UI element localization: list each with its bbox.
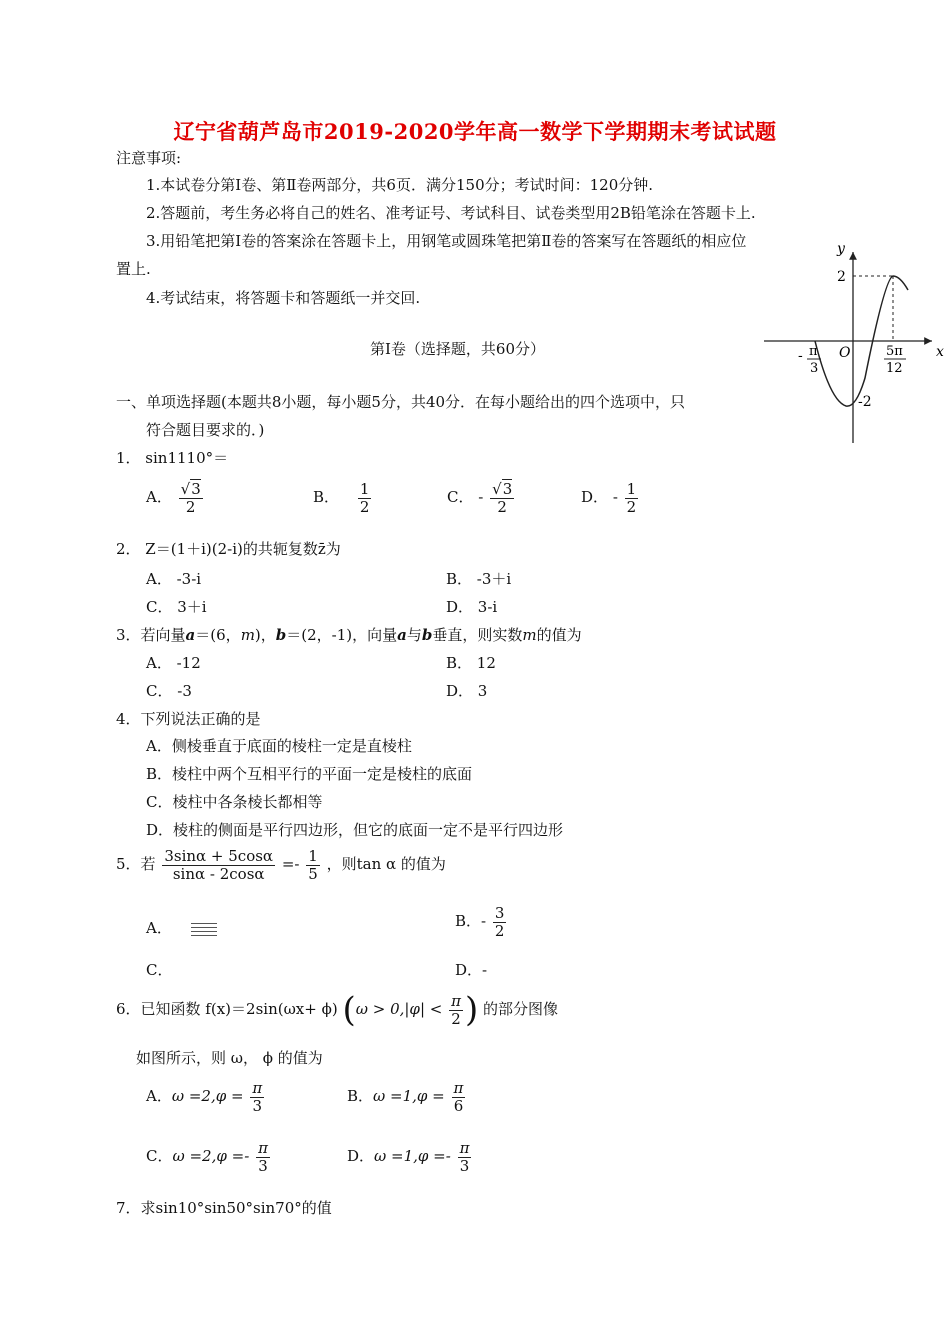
- q6-a-frac: $\frac{\pi}{3}$: [252, 1079, 263, 1115]
- q6-option-b: B．ω =1,φ = $\frac{\pi}{6}$: [347, 1079, 464, 1115]
- q1-option-a: A． $\frac{√3}{2}$: [146, 480, 201, 516]
- q1-c-frac: $\frac{√3}{2}$: [492, 480, 513, 516]
- q1-stem: 1． sin1110°＝: [116, 449, 229, 467]
- q7-stem: 7．求sin10°sin50°sin70°的值: [116, 1199, 332, 1217]
- notice-item-3: 3.用铅笔把第Ⅰ卷的答案涂在答题卡上，用钢笔或圆珠笔把第Ⅱ卷的答案写在答题纸的相应位: [146, 232, 747, 250]
- q6-stem-cont: 如图所示，则 ω， ϕ 的值为: [136, 1049, 323, 1067]
- q5-main-frac: $\frac{3\sin\alpha + 5\cos\alpha}{\sin\alpha - 2\cos\alpha}$: [164, 847, 274, 883]
- q3-option-d: D． 3: [446, 682, 488, 700]
- x-axis-label: x: [936, 344, 944, 360]
- q1-option-d: D． - $\frac{1}{2}$: [581, 480, 637, 516]
- q1-a-frac: $\frac{√3}{2}$: [180, 480, 201, 516]
- left-tick-den: 3: [810, 361, 819, 376]
- q6-d-frac: $\frac{\pi}{3}$: [459, 1139, 470, 1175]
- q5-option-a: A．: [146, 917, 217, 938]
- part1-title: 第Ⅰ卷（选择题，共60分）: [370, 340, 546, 358]
- q6-option-d: D．ω =1,φ =- $\frac{\pi}{3}$: [347, 1139, 470, 1175]
- q3-stem: 3．若向量a＝(6，m)，b＝(2，-1)，向量a与b垂直，则实数m的值为: [116, 626, 582, 644]
- q2-option-a: A． -3-i: [146, 570, 202, 588]
- q1-b-frac: $\frac{1}{2}$: [359, 480, 370, 516]
- left-tick-num: π: [809, 344, 818, 359]
- q4-stem: 4．下列说法正确的是: [116, 710, 261, 728]
- q2-stem: 2． Z＝(1＋i)(2-i)的共轭复数z̄为: [116, 540, 341, 558]
- y-max-label: 2: [837, 269, 846, 285]
- q6-stem: 6．已知函数 f(x)＝2sin(ωx+ ϕ) (ω > 0,|φ| < $\frac{\pi}{2}$ ) 的部分图像: [116, 990, 559, 1030]
- q1-option-b: B． $\frac{1}{2}$: [313, 480, 370, 516]
- q5-a-garbled-image: [191, 922, 217, 936]
- q4-option-d: D．棱柱的侧面是平行四边形，但它的底面一定不是平行四边形: [146, 821, 564, 839]
- q2-option-d: D． 3-i: [446, 598, 498, 616]
- q1-option-c: C． - $\frac{√3}{2}$: [447, 480, 513, 516]
- q2-option-c: C． 3＋i: [146, 598, 207, 616]
- page-title: 辽宁省葫芦岛市2019-2020学年高一数学下学期期末考试试题: [173, 119, 777, 144]
- notice-item-4: 4.考试结束，将答题卡和答题纸一并交回.: [146, 289, 421, 307]
- q4-option-c: C．棱柱中各条棱长都相等: [146, 793, 323, 811]
- y-min-label: -2: [858, 394, 872, 410]
- origin-label: O: [839, 345, 851, 361]
- q5-option-d: D．-: [455, 961, 488, 979]
- y-axis-label: y: [837, 241, 845, 257]
- q4-option-b: B．棱柱中两个互相平行的平面一定是棱柱的底面: [146, 765, 473, 783]
- q4-option-a: A．侧棱垂直于底面的棱柱一定是直棱柱: [146, 737, 412, 755]
- notice-item-3-cont: 置上.: [116, 260, 151, 278]
- q6-option-a: A．ω =2,φ = $\frac{\pi}{3}$: [146, 1079, 263, 1115]
- q6-b-frac: $\frac{\pi}{6}$: [453, 1079, 464, 1115]
- q6-c-frac: $\frac{\pi}{3}$: [258, 1139, 268, 1175]
- q5-stem: 5．若 $\frac{3\sin\alpha + 5\cos\alpha}{\sin\alpha - 2\cos\alpha}$ =- $\frac{1}{5}$ ，则tan α 的值为: [116, 847, 446, 883]
- section1-intro: 一、单项选择题(本题共8小题，每小题5分，共40分．在每小题给出的四个选项中，只: [116, 393, 686, 411]
- left-tick-sign: -: [798, 348, 803, 364]
- q5-rhs-frac: $\frac{1}{5}$: [308, 847, 318, 883]
- section1-intro-cont: 符合题目要求的．): [146, 421, 265, 439]
- q6-cond-frac: $\frac{\pi}{2}$: [451, 992, 461, 1028]
- q5-b-frac: $\frac{3}{2}$: [494, 904, 505, 940]
- notice-item-2: 2.答题前，考生务必将自己的姓名、准考证号、考试科目、试卷类型用2B铅笔涂在答题卡上.: [146, 204, 756, 222]
- notice-item-1: 1.本试卷分第Ⅰ卷、第Ⅱ卷两部分，共6页．满分150分；考试时间：120分钟.: [146, 176, 654, 194]
- q3-option-a: A． -12: [146, 654, 201, 672]
- q5-option-b: B．- $\frac{3}{2}$: [455, 904, 505, 940]
- q6-option-c: C．ω =2,φ =- $\frac{\pi}{3}$: [146, 1139, 268, 1175]
- right-tick-den: 12: [886, 361, 903, 376]
- q1-d-frac: $\frac{1}{2}$: [626, 480, 637, 516]
- sine-graph: [760, 238, 950, 448]
- q3-option-c: C． -3: [146, 682, 192, 700]
- q3-option-b: B． 12: [446, 654, 496, 672]
- q2-option-b: B． -3＋i: [446, 570, 512, 588]
- notice-heading: 注意事项:: [116, 149, 182, 167]
- q5-option-c: C．: [146, 961, 173, 979]
- right-tick-num: 5π: [886, 344, 903, 359]
